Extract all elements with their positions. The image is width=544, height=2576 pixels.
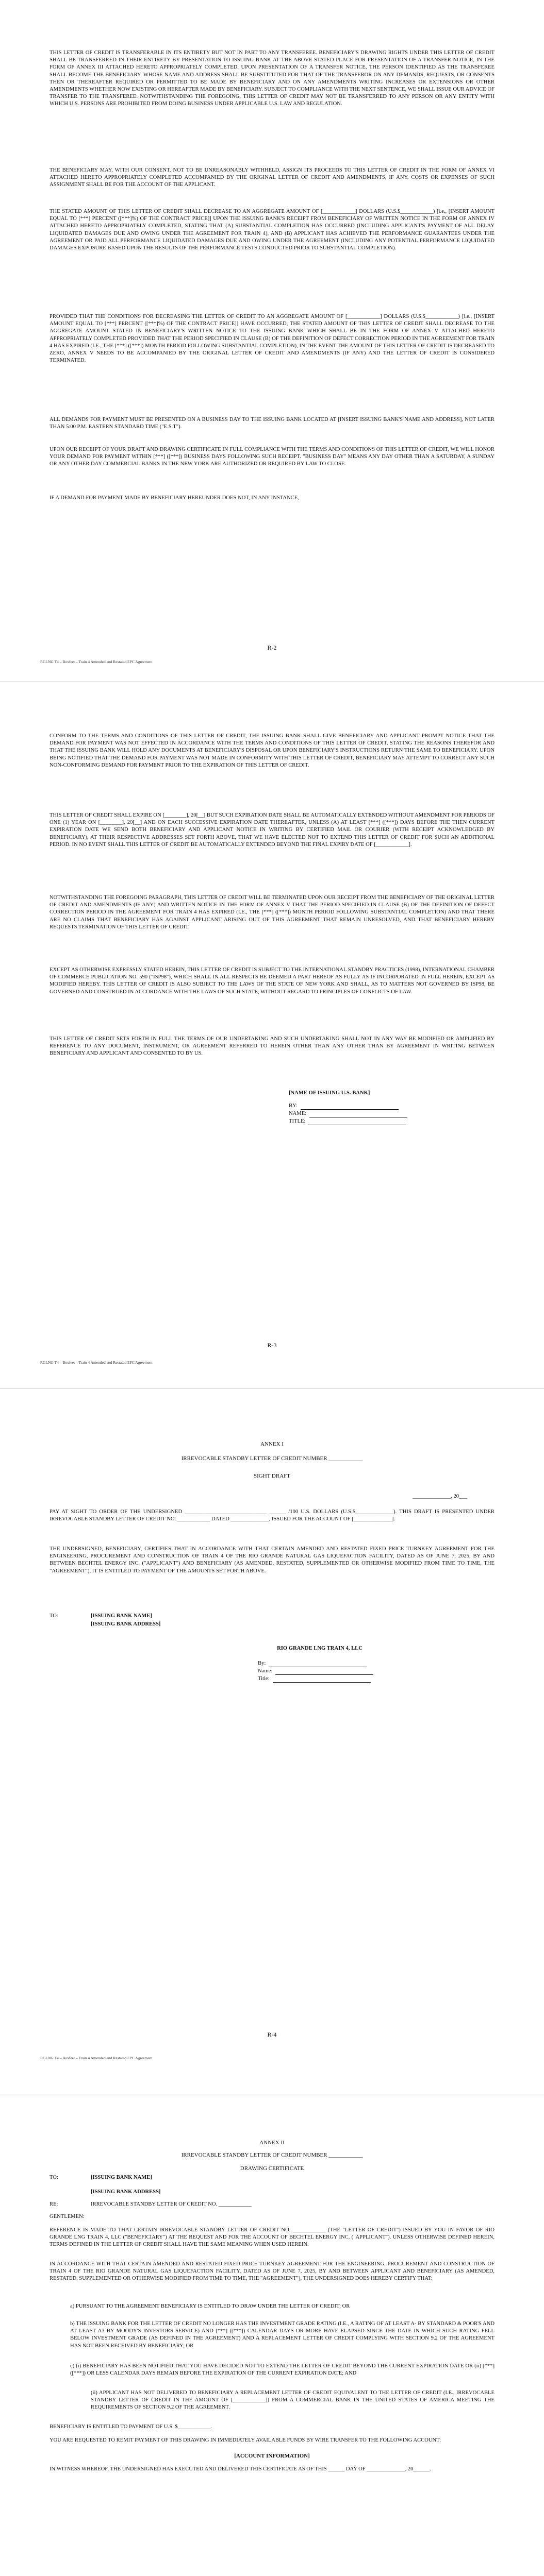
- issuing-bank-name: [NAME OF ISSUING U.S. BANK]: [289, 1090, 370, 1096]
- date-line: ______________, 20___: [413, 1494, 467, 1499]
- to-label: TO:: [50, 1613, 58, 1619]
- re-text: IRREVOCABLE STANDBY LETTER OF CREDIT NO. ____________: [91, 2201, 252, 2207]
- r5-entitlement: BENEFICIARY IS ENTITLED TO PAYMENT OF U.S. $____________.: [50, 2424, 212, 2430]
- to-bank-name: [ISSUING BANK NAME]: [91, 2175, 152, 2180]
- page-footer: RGLNG T4 – Boxfeet – Train 4 Amended and Restated EPC Agreement: [40, 1360, 153, 1365]
- r5-clause-c-ii: (ii) APPLICANT HAS NOT DELIVERED TO BENEFICIARY A REPLACEMENT LETTER OF CREDIT EQUIVALENT TO THE LETTER OF CREDIT (I.E., IRREVOCABLE STANDBY LETTER OF CREDIT IN THE AMOUNT OF [____________]) FROM A COMMERCIAL BANK IN THE UNITED STATES OF AMERICA MEETING THE REQUIREMENTS OF SECTION 9.2 OF THE AGREEMENT.: [91, 2390, 494, 2411]
- r3-paragraph-4: EXCEPT AS OTHERWISE EXPRESSLY STATED HEREIN, THIS LETTER OF CREDIT IS SUBJECT TO THE INTERNATIONAL STANDBY PRACTICES (1998), INTERNATIONAL CHAMBER OF COMMERCE PUBLICATION NO. 590 ("ISP98"), WHICH SHALL IN ALL RESPECTS BE DEEMED A PART HEREOF AS FULLY AS IF INCORPORATED IN FULL HEREIN, EXCEPT AS MODIFIED HEREBY. THIS LETTER OF CREDIT IS ALSO SUBJECT TO THE LAWS OF THE STATE OF NEW YORK AND SHALL, AS TO MATTERS NOT GOVERNED BY ISP98, BE GOVERNED AND CONSTRUED IN ACCORDANCE WITH THE LAWS OF SUCH STATE, WITHOUT REGARD TO PRINCIPLES OF CONFLICTS OF LAW.: [50, 967, 494, 995]
- annex-label: ANNEX I: [260, 1441, 284, 1447]
- to-bank-address: [ISSUING BANK ADDRESS]: [91, 2189, 161, 2195]
- r2-paragraph-5: ALL DEMANDS FOR PAYMENT MUST BE PRESENTED ON A BUSINESS DAY TO THE ISSUING BANK LOCATED AT [INSERT ISSUING BANK'S NAME AND ADDRESS], NOT LATER THAN 5:00 P.M. EASTERN STANDARD TIME ("E.S.T").: [50, 417, 494, 430]
- r5-remit-request: YOU ARE REQUESTED TO REMIT PAYMENT OF THIS DRAWING IN IMMEDIATELY AVAILABLE FUNDS BY WIRE TRANSFER TO THE FOLLOWING ACCOUNT:: [50, 2437, 441, 2443]
- signature-title: TITLE:: [289, 1117, 474, 1125]
- salutation: GENTLEMEN:: [50, 2214, 85, 2219]
- signature-title: Title:: [227, 1675, 413, 1683]
- page-footer: RGLNG T4 – Boxfeet – Train 4 Amended and Restated EPC Agreement: [40, 2056, 153, 2060]
- r5-paragraph-2: IN ACCORDANCE WITH THAT CERTAIN AMENDED AND RESTATED FIXED PRICE TURNKEY AGREEMENT FOR THE ENGINEERING, PROCUREMENT AND CONSTRUCTION OF TRAIN 4 OF THE RIO GRANDE NATURAL GAS LIQUEFACTION FACILITY, DATED AS OF JUNE 7, 2025, BY AND BETWEEN APPLICANT AND BENEFICIARY (AS AMENDED, RESTATED, SUPPLEMENTED OR OTHERWISE MODIFIED FROM TIME TO TIME, THE "AGREEMENT"), THE UNDERSIGNED DOES HEREBY CERTIFY THAT:: [50, 2261, 494, 2282]
- signature-by: BY:: [289, 1102, 474, 1110]
- r3-paragraph-5: THIS LETTER OF CREDIT SETS FORTH IN FULL THE TERMS OF OUR UNDERTAKING AND SUCH UNDERTAKING SHALL NOT IN ANY WAY BE MODIFIED OR AMPLIFIED BY REFERENCE TO ANY DOCUMENT, INSTRUMENT, OR AGREEMENT REFERRED TO HEREIN OTHER THAN ANY OTHER THAN BY AGREEMENT IN WRITING BETWEEN BENEFICIARY AND APPLICANT AND CONSENTED TO BY US.: [50, 1036, 494, 1057]
- re-label: RE:: [50, 2201, 58, 2207]
- page-r4: [0, 1391, 544, 2092]
- page-r5: [0, 2097, 544, 2576]
- r5-closing: IN WITNESS WHEREOF, THE UNDERSIGNED HAS EXECUTED AND DELIVERED THIS CERTIFICATE AS OF THIS ______ DAY OF ______________, 20______.: [50, 2466, 431, 2472]
- page-r2: [0, 0, 544, 680]
- r5-clause-b: b) THE ISSUING BANK FOR THE LETTER OF CREDIT NO LONGER HAS THE INVESTMENT GRADE RATING (I.E., A RATING OF AT LEAST A- BY STANDARD & POOR'S AND AT LEAST A3 BY MOODY'S INVESTORS SERVICE) AND [***] ([***]) CALENDAR DAYS OR MORE HAVE ELAPSED SINCE THE DATE IN WHICH SUCH RATING FELL BELOW INVESTMENT GRADE (AS DEFINED IN THE AGREEMENT) AND A REPLACEMENT LETTER OF CREDIT COMPLYING WITH SECTION 9.2 OF THE AGREEMENT HAS NOT BEEN RECEIVED BY BENEFICIARY; OR: [70, 2321, 494, 2349]
- document-title: SIGHT DRAFT: [253, 1473, 290, 1479]
- r2-paragraph-2: THE BENEFICIARY MAY, WITH OUR CONSENT, NOT TO BE UNREASONABLY WITHHELD, ASSIGN ITS PROCEEDS TO THIS LETTER OF CREDIT IN THE FORM OF ANNEX VI ATTACHED HERETO APPROPRIATELY COMPLETED ACCOMPANIED BY THE ORIGINAL LETTER OF CREDIT AND AMENDMENTS, IF ANY. COSTS OR EXPENSES OF SUCH ASSIGNMENT SHALL BE FOR THE ACCOUNT OF THE APPLICANT.: [50, 167, 494, 188]
- r5-clause-a: a) PURSUANT TO THE AGREEMENT BENEFICIARY IS ENTITLED TO DRAW UNDER THE LETTER OF CREDIT; OR: [70, 2303, 350, 2309]
- r3-paragraph-2: THIS LETTER OF CREDIT SHALL EXPIRE ON [________], 20[__] BUT SUCH EXPIRATION DATE SHALL BE AUTOMATICALLY EXTENDED WITHOUT AMENDMENT FOR PERIODS OF ONE (1) YEAR ON [________], 20[__] AND ON EACH SUCCESSIVE EXPIRATION DATE THEREAFTER, UNLESS (A) AT LEAST [***] ([***]) DAYS BEFORE THE THEN CURRENT EXPIRATION DATE WE SEND BOTH BENEFICIARY AND APPLICANT NOTICE IN WRITING BY CERTIFIED MAIL OR COURIER (WITH RECEIPT ACKNOWLEDGED BY BENEFICIARY), AT THEIR RESPECTIVE ADDRESSES SET FORTH ABOVE, THAT WE HAVE ELECTED NOT TO EXTEND THIS LETTER OF CREDIT FOR SUCH AN ADDITIONAL PERIOD. IN NO EVENT SHALL THIS LETTER OF CREDIT BE AUTOMATICALLY EXTENDED BEYOND THE FINAL EXPIRY DATE OF [____________].: [50, 812, 494, 848]
- annex-heading: IRREVOCABLE STANDBY LETTER OF CREDIT NUMBER ____________: [181, 1455, 363, 1462]
- r2-paragraph-4: PROVIDED THAT THE CONDITIONS FOR DECREASING THE LETTER OF CREDIT TO AN AGGREGATE AMOUNT OF [____________] DOLLARS (U.S.$____________) [i.e., [INSERT AMOUNT EQUAL TO [***] PERCENT ([***]%) OF THE CONTRACT PRICE]] HAVE OCCURRED, THE STATED AMOUNT OF THIS LETTER OF CREDIT SHALL DECREASE TO THE AGGREGATE AMOUNT STATED IN BENEFICIARY'S WRITTEN NOTICE TO THE ISSUING BANK WHICH SHALL BE IN THE FORM OF ANNEX V ATTACHED HERETO APPROPRIATELY COMPLETED PROVIDED THAT THE PERIOD SPECIFIED IN CLAUSE (B) OF THE DEFINITION OF DEFECT CORRECTION PERIOD IN THE AGREEMENT FOR TRAIN 4 HAS EXPIRED (I.E., THE [***] ([***]) MONTH PERIOD FOLLOWING SUBSTANTIAL COMPLETION), IN THE EVENT THE AMOUNT OF THIS LETTER OF CREDIT IS DECREASED TO ZERO, ANNEX V NEEDS TO BE ACCOMPANIED BY THE ORIGINAL LETTER OF CREDIT AND AMENDMENTS (IF ANY) AND THE LETTER OF CREDIT IS CONSIDERED TERMINATED.: [50, 314, 494, 364]
- beneficiary-signature-block: [227, 1645, 413, 1683]
- signature-name: NAME:: [289, 1110, 474, 1117]
- r3-paragraph-1: CONFORM TO THE TERMS AND CONDITIONS OF THIS LETTER OF CREDIT, THE ISSUING BANK SHALL GIVE BENEFICIARY AND APPLICANT PROMPT NOTICE THAT THE DEMAND FOR PAYMENT WAS NOT EFFECTED IN ACCORDANCE WITH THE TERMS AND CONDITIONS OF THIS LETTER OF CREDIT, STATING THE REASONS THEREFOR AND THAT THE ISSUING BANK WILL HOLD ANY DOCUMENTS AT BENEFICIARY'S DISPOSAL OR UPON BENEFICIARY'S INSTRUCTIONS RETURN THE SAME TO BENEFICIARY. UPON BEING NOTIFIED THAT THE DEMAND FOR PAYMENT WAS NOT MADE IN CONFORMITY WITH THIS LETTER OF CREDIT, BENEFICIARY MAY ATTEMPT TO CORRECT ANY SUCH NON-CONFORMING DEMAND FOR PAYMENT PRIOR TO THE EXPIRATION OF THIS LETTER OF CREDIT.: [50, 733, 494, 768]
- bank-signature-block: [289, 1089, 474, 1125]
- r4-paragraph-2: THE UNDERSIGNED, BENEFICIARY, CERTIFIES THAT IN ACCORDANCE WITH THAT CERTAIN AMENDED AND RESTATED FIXED PRICE TURNKEY AGREEMENT FOR THE ENGINEERING, PROCUREMENT AND CONSTRUCTION OF TRAIN 4 OF THE RIO GRANDE NATURAL GAS LIQUEFACTION FACILITY, DATED AS OF JUNE 7, 2025, BY AND BETWEEN BECHTEL ENERGY INC. ("APPLICANT") AND BENEFICIARY (AS AMENDED, RESTATED, SUPPLEMENTED OR OTHERWISE MODIFIED FROM TIME TO TIME, THE "AGREEMENT"), IT IS ENTITLED TO PAYMENT OF THE AMOUNTS SET FORTH ABOVE.: [50, 1546, 494, 1574]
- annex-heading: IRREVOCABLE STANDBY LETTER OF CREDIT NUMBER ____________: [181, 2152, 363, 2158]
- r5-clause-c-i: c) (i) BENEFICIARY HAS BEEN NOTIFIED THAT YOU HAVE DECIDED NOT TO EXTEND THE LETTER OF CREDIT BEYOND THE CURRENT EXPIRATION DATE OR (ii) [***] ([***]) OR LESS CALENDAR DAYS REMAIN BEFORE THE EXPIRATION OF THE CURRENT EXPIRATION DATE; AND: [70, 2363, 494, 2377]
- to-bank-address: [ISSUING BANK ADDRESS]: [91, 1621, 161, 1627]
- r2-paragraph-3: THE STATED AMOUNT OF THIS LETTER OF CREDIT SHALL DECREASE TO AN AGGREGATE AMOUNT OF [____________] DOLLARS (U.S.$____________) [i.e., [INSERT AMOUNT EQUAL TO [***] PERCENT ([***]%) OF THE CONTRACT PRICE]] UPON THE ISSUING BANK'S RECEIPT FROM BENEFICIARY OF WRITTEN NOTICE IN THE FORM OF ANNEX IV ATTACHED HERETO APPROPRIATELY COMPLETED, STATING THAT (A) SUBSTANTIAL COMPLETION HAS OCCURRED (INCLUDING APPLICANT'S PAYMENT OF ALL DELAY LIQUIDATED DAMAGES DUE AND OWING UNDER THE AGREEMENT FOR TRAIN 4), AND (B) APPLICANT HAS ACHIEVED THE PERFORMANCE GUARANTEES UNDER THE AGREEMENT OR PAID ALL PERFORMANCE LIQUIDATED DAMAGES DUE AND OWING UNDER THE AGREEMENT (INCLUDING ANY POTENTIAL PERFORMANCE LIQUIDATED DAMAGES EXPOSURE BASED UPON THE RESULTS OF THE PERFORMANCE TESTS CONDUCTED PRIOR TO SUBSTANTIAL COMPLETION).: [50, 209, 494, 251]
- signer-name: RIO GRANDE LNG TRAIN 4, LLC: [277, 1646, 362, 1651]
- to-label: TO:: [50, 2175, 58, 2180]
- account-information: [ACCOUNT INFORMATION]: [234, 2453, 310, 2459]
- page-footer: RGLNG T4 – Boxfeet – Train 4 Amended and Restated EPC Agreement: [40, 659, 153, 664]
- r4-paragraph-1: PAY AT SIGHT TO ORDER OF THE UNDERSIGNED ______________________________ ______ /100 U.S. DOLLARS (U.S.$______________). THIS DRAFT IS PRESENTED UNDER IRREVOCABLE STANDBY LETTER OF CREDIT NO. ____________ DATED ______________, ISSUED FOR THE ACCOUNT OF [______________].: [50, 1509, 494, 1522]
- signature-by: By:: [227, 1659, 413, 1667]
- to-bank-name: [ISSUING BANK NAME]: [91, 1613, 152, 1619]
- document-title: DRAWING CERTIFICATE: [240, 2165, 304, 2172]
- page-number: R-2: [267, 644, 277, 651]
- r2-paragraph-6: UPON OUR RECEIPT OF YOUR DRAFT AND DRAWING CERTIFICATE IN FULL COMPLIANCE WITH THE TERMS AND CONDITIONS OF THIS LETTER OF CREDIT, WE WILL HONOR YOUR DEMAND FOR PAYMENT WITHIN [***] ([***]) BUSINESS DAYS FOLLOWING SUCH RECEIPT. "BUSINESS DAY" MEANS ANY DAY OTHER THAN A SATURDAY, A SUNDAY OR ANY OTHER DAY COMMERCIAL BANKS IN THE NEW YORK ARE AUTHORIZED OR REQUIRED BY LAW TO CLOSE.: [50, 447, 494, 467]
- page-number: R-4: [267, 2031, 277, 2038]
- signature-name: Name:: [227, 1667, 413, 1675]
- r3-paragraph-3: NOTWITHSTANDING THE FOREGOING PARAGRAPH, THIS LETTER OF CREDIT WILL BE TERMINATED UPON OUR RECEIPT FROM THE BENEFICIARY OF THE ORIGINAL LETTER OF CREDIT AND AMENDMENTS (IF ANY) AND WRITTEN NOTICE IN THE FORM OF ANNEX V THAT THE PERIOD SPECIFIED IN CLAUSE (B) OF THE DEFINITION OF DEFECT CORRECTION PERIOD IN THE AGREEMENT FOR TRAIN 4 HAS EXPIRED (I.E., THE [***] ([***]) MONTH PERIOD FOLLOWING SUBSTANTIAL COMPLETION) AND THAT THERE ARE NO CLAIMS THAT BENEFICIARY HAS AGAINST APPLICANT ARISING OUT OF THIS AGREEMENT THAT REMAIN UNRESOLVED, AND THAT BENEFICIARY HEREBY REQUESTS TERMINATION OF THIS LETTER OF CREDIT.: [50, 895, 494, 930]
- r5-paragraph-1: REFERENCE IS MADE TO THAT CERTAIN IRREVOCABLE STANDBY LETTER OF CREDIT NO. ____________ (THE "LETTER OF CREDIT") ISSUED BY YOU IN FAVOR OF RIO GRANDE LNG TRAIN 4, LLC ("BENEFICIARY") AT THE REQUEST AND FOR THE ACCOUNT OF BECHTEL ENERGY INC. ("APPLICANT"). UNLESS OTHERWISE DEFINED HEREIN, TERMS DEFINED IN THE LETTER OF CREDIT SHALL HAVE THE SAME MEANING WHEN USED HEREIN.: [50, 2227, 494, 2248]
- page-number: R-3: [267, 1342, 277, 1349]
- page-r3: [0, 685, 544, 1386]
- annex-label: ANNEX II: [259, 2140, 285, 2146]
- r2-paragraph-7: IF A DEMAND FOR PAYMENT MADE BY BENEFICIARY HEREUNDER DOES NOT, IN ANY INSTANCE,: [50, 495, 299, 501]
- r2-paragraph-1: THIS LETTER OF CREDIT IS TRANSFERABLE IN ITS ENTIRETY BUT NOT IN PART TO ANY TRANSFEREE. BENEFICIARY'S DRAWING RIGHTS UNDER THIS LETTER OF CREDIT SHALL BE TRANSFERRED IN THEIR ENTIRETY BY PRESENTATION TO ISSUING BANK AT THE ABOVE-STATED PLACE FOR PRESENTATION OF A TRANSFER NOTICE, IN THE FORM OF ANNEX III ATTACHED HERETO APPROPRIATELY COMPLETED. UPON PRESENTATION OF A TRANSFER NOTICE, THE PERSON IDENTIFIED AS THE TRANSFEREE SHALL BECOME THE BENEFICIARY, WHOSE NAME AND ADDRESS SHALL BE SUBSTITUTED FOR THAT OF THE TRANSFEROR ON ANY DEMANDS, REQUESTS, OR CONSENTS THEN OR THEREAFTER REQUIRED OR PERMITTED TO BE MADE BY BENEFICIARY AND ON ANY AMENDMENTS WRITING INCREASES OR EXTENSIONS OR OTHER AMENDMENTS WHETHER NOW EXISTING OR HEREAFTER MADE BY BENEFICIARY. SUBJECT TO COMPLIANCE WITH THE NEXT SENTENCE, WE SHALL ISSUE OUR ADVICE OF TRANSFER TO THE TRANSFEREE. NOTWITHSTANDING THE FOREGOING, THIS LETTER OF CREDIT MAY NOT BE TRANSFERRED TO ANY PERSON OR ANY ENTITY WITH WHICH U.S. PERSONS ARE PROHIBITED FROM DOING BUSINESS UNDER APPLICABLE U.S. LAW AND REGULATION.: [50, 50, 494, 107]
